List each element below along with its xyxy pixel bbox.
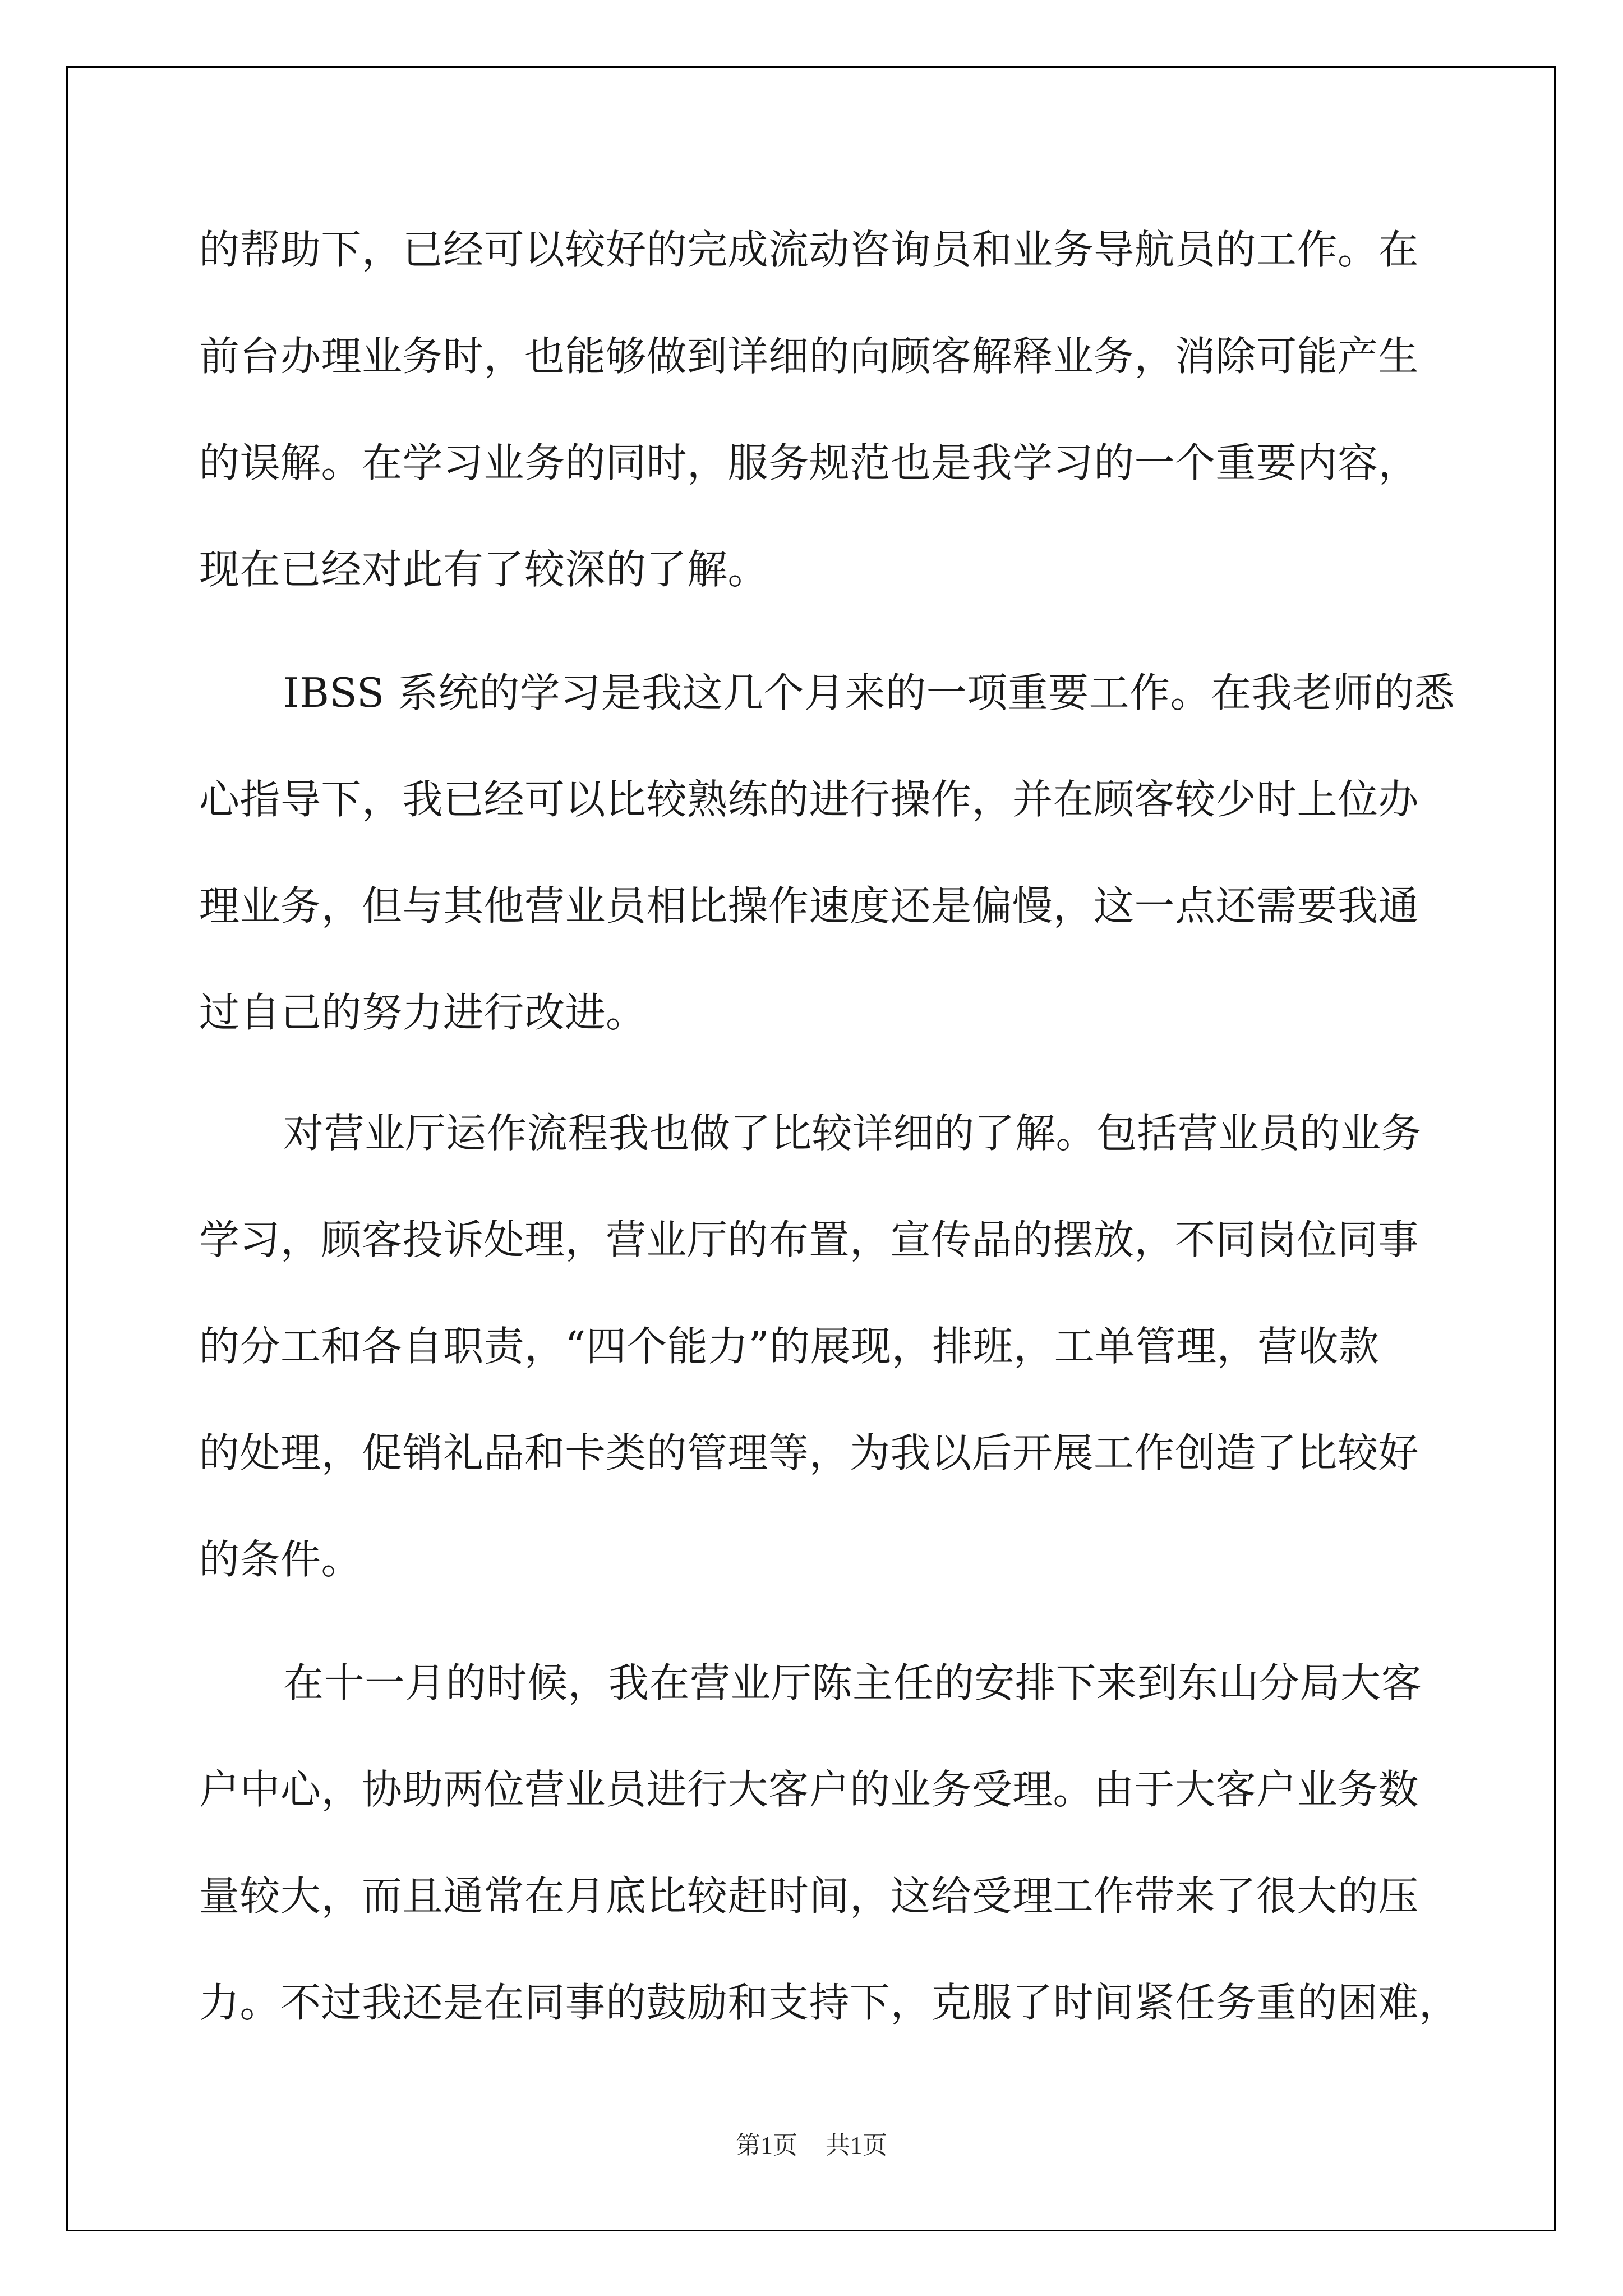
page-total: 共1页 <box>826 2132 887 2159</box>
text-line: 学习，顾客投诉处理，营业厅的布置，宣传品的摆放，不同岗位同事 <box>199 1216 1419 1263</box>
text-line: 理业务，但与其他营业员相比操作速度还是偏慢，这一点还需要我通 <box>199 882 1419 930</box>
text-line: 对营业厅运作流程我也做了比较详细的了解。包括营业员的业务 <box>283 1110 1422 1157</box>
text-line: 过自己的努力进行改进。 <box>199 989 647 1036</box>
text-line: IBSS 系统的学习是我这几个月来的一项重要工作。在我老师的悉 <box>283 669 1455 716</box>
text-line: 的分工和各自职责，“四个能力”的展现，排班，工单管理，营收款 <box>199 1323 1380 1370</box>
text-line: 的误解。在学习业务的同时，服务规范也是我学习的一个重要内容， <box>199 439 1419 486</box>
text-line: 现在已经对此有了较深的了解。 <box>199 546 769 593</box>
text-line: 的帮助下，已经可以较好的完成流动咨询员和业务导航员的工作。在 <box>199 226 1419 273</box>
text-line: 前台办理业务时，也能够做到详细的向顾客解释业务，消除可能产生 <box>199 333 1419 380</box>
page-footer <box>0 2129 1623 2162</box>
text-line: 力。不过我还是在同事的鼓励和支持下，克服了时间紧任务重的困难， <box>199 1979 1460 2026</box>
text-line: 的处理，促销礼品和卡类的管理等，为我以后开展工作创造了比较好 <box>199 1429 1419 1476</box>
text-line: 心指导下，我已经可以比较熟练的进行操作，并在顾客较少时上位办 <box>199 776 1419 823</box>
text-line: 户中心，协助两位营业员进行大客户的业务受理。由于大客户业务数 <box>199 1766 1419 1813</box>
text-line: 在十一月的时候，我在营业厅陈主任的安排下来到东山分局大客 <box>283 1659 1422 1706</box>
text-line: 的条件。 <box>199 1536 362 1583</box>
page-number: 第1页 <box>736 2132 797 2159</box>
text-line: 量较大，而且通常在月底比较赶时间，这给受理工作带来了很大的压 <box>199 1872 1419 1920</box>
